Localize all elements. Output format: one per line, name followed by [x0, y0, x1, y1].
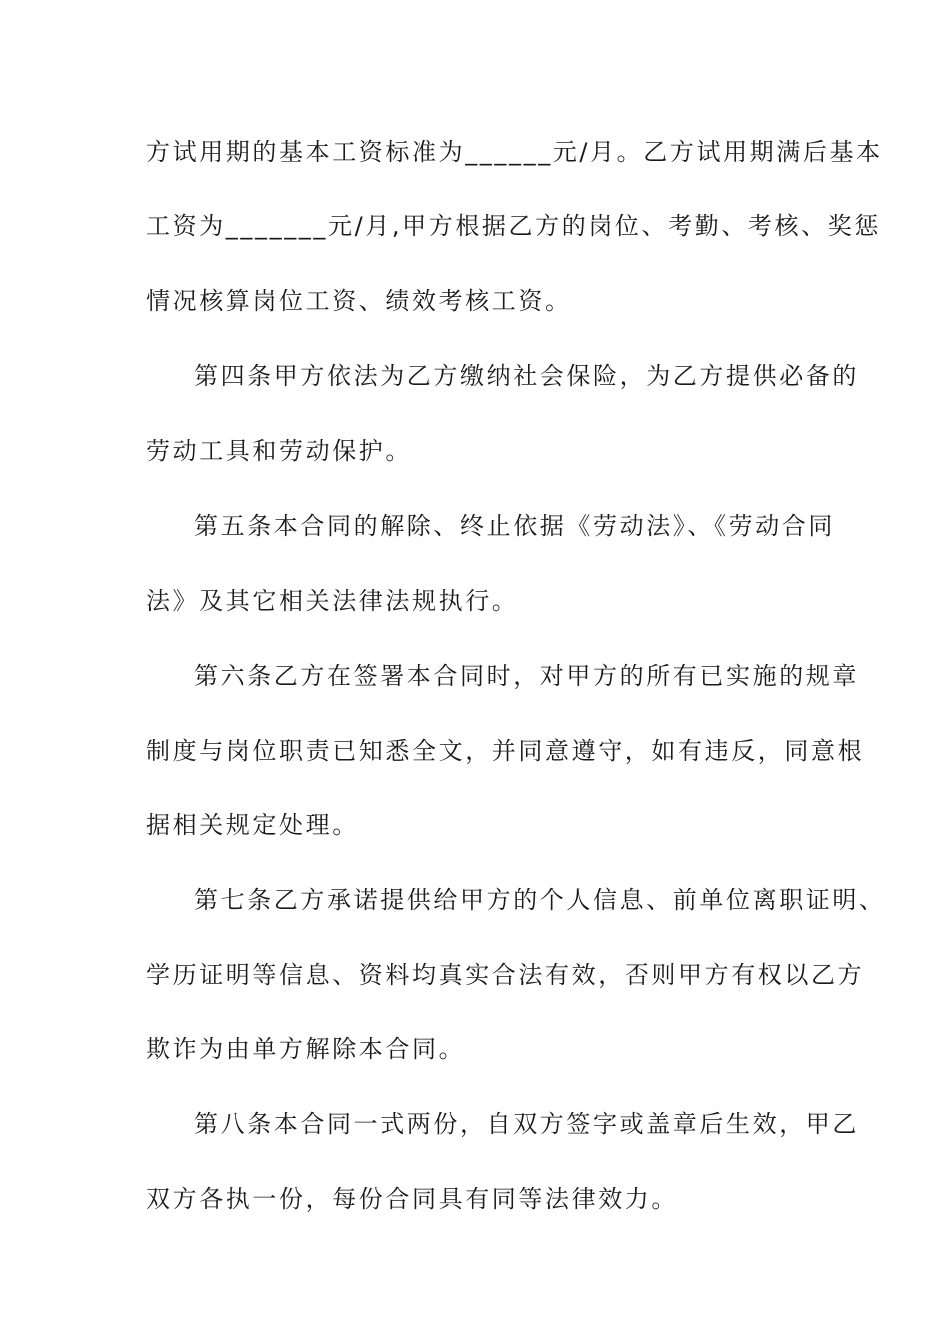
text-line: 学历证明等信息、资料均真实合法有效，否则甲方有权以乙方 [146, 961, 865, 989]
text-line: 法》及其它相关法律法规执行。 [146, 587, 519, 615]
text-line: 情况核算岗位工资、绩效考核工资。 [146, 287, 572, 315]
text-line: 工资为_______元/月,甲方根据乙方的岗位、考勤、考核、奖惩 [146, 212, 881, 240]
text-line: 双方各执一份，每份合同具有同等法律效力。 [146, 1185, 678, 1213]
text-line: 方试用期的基本工资标准为______元/月。乙方试用期满后基本 [146, 138, 883, 166]
text-line-article-7: 第七条乙方承诺提供给甲方的个人信息、前单位离职证明、 [194, 886, 886, 914]
text-line: 制度与岗位职责已知悉全文，并同意遵守，如有违反，同意根 [146, 737, 865, 765]
text-line: 欺诈为由单方解除本合同。 [146, 1035, 466, 1063]
text-line: 据相关规定处理。 [146, 811, 359, 839]
text-line-article-6: 第六条乙方在签署本合同时，对甲方的所有已实施的规章 [194, 662, 859, 690]
text-line-article-5: 第五条本合同的解除、终止依据《劳动法》、《劳动合同 [194, 512, 835, 540]
text-line-article-8: 第八条本合同一式两份，自双方签字或盖章后生效，甲乙 [194, 1110, 859, 1138]
text-line: 劳动工具和劳动保护。 [146, 437, 412, 465]
text-line-article-4: 第四条甲方依法为乙方缴纳社会保险，为乙方提供必备的 [194, 362, 859, 390]
